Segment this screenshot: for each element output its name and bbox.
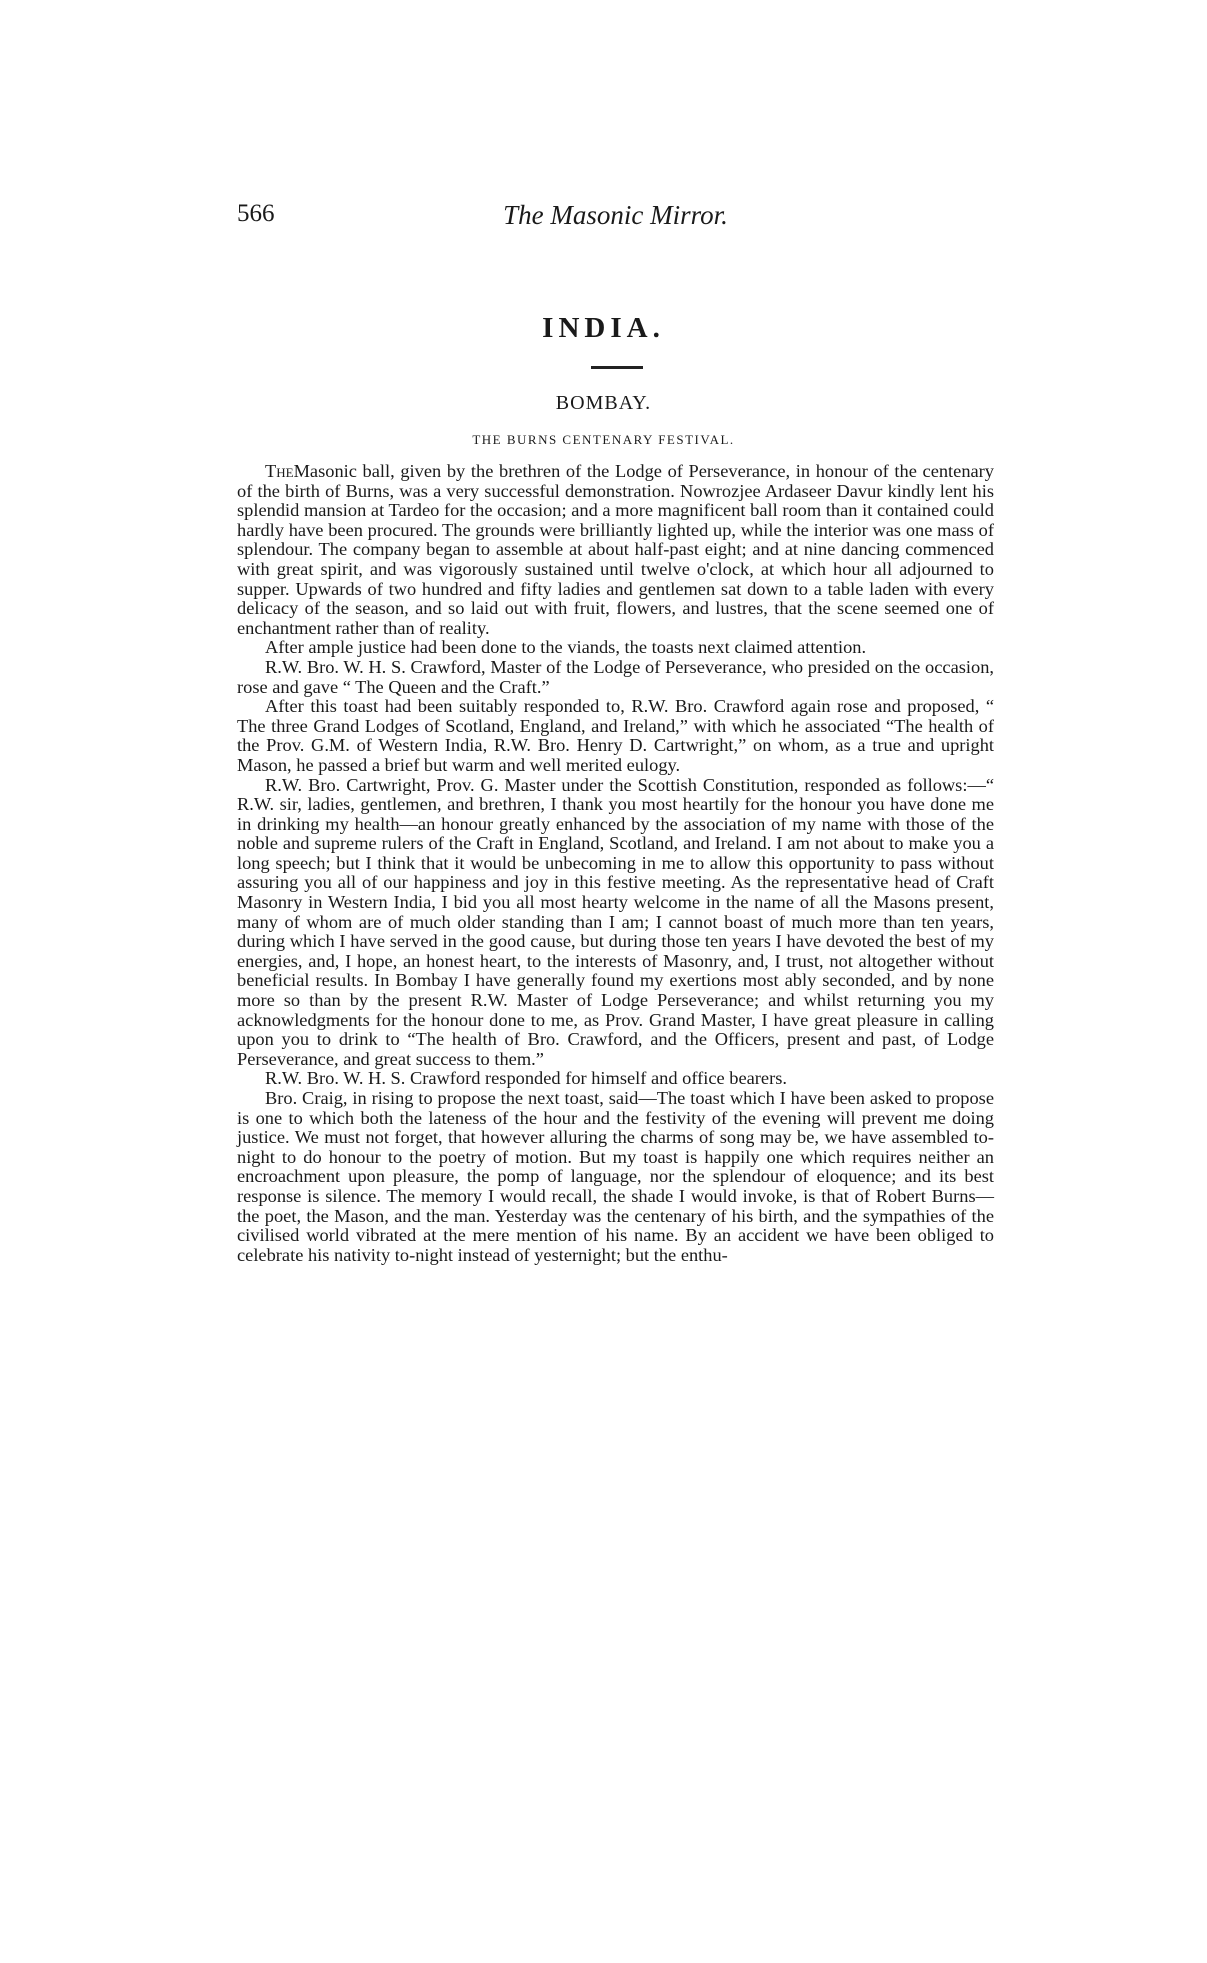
running-head [237, 200, 994, 240]
title-rule [591, 366, 643, 369]
paragraph-lead: The [265, 461, 294, 481]
paragraph [237, 638, 994, 658]
paragraph [237, 658, 994, 697]
article-title: THE BURNS CENTENARY FESTIVAL. [472, 432, 735, 447]
section-title: INDIA. [542, 312, 665, 344]
paragraph [237, 697, 994, 775]
paragraph-text: R.W. Bro. W. H. S. Crawford responded for himself and office bearers. [265, 1068, 787, 1089]
paragraph [237, 1069, 994, 1089]
page-number: 566 [237, 200, 275, 227]
paragraph [237, 462, 994, 638]
subsection-title: BOMBAY. [555, 392, 652, 414]
journal-title: The Masonic Mirror. [503, 200, 728, 230]
article-body [237, 462, 994, 1265]
paragraph-text: R.W. Bro. W. H. S. Crawford, Master of the Lodge of Perseverance, who presided on the occasion, rose and gave “ The Queen and the Craft.” [237, 656, 994, 697]
paragraph [237, 1089, 994, 1265]
paragraph-text: After this toast had been suitably responded to, R.W. Bro. Crawford again rose and proposed, “ The three Grand Lodges of Scotland, England, and Ireland,” with which he associated “The health of the Prov. G.M. of Western India, R.W. Bro. Henry D. Cartwright,” on whom, as a true and upright Mason, he passed a brief but warm and well merited eulogy. [237, 696, 994, 775]
paragraph-text: After ample justice had been done to the viands, the toasts next claimed attention. [265, 637, 867, 658]
paragraph-text: R.W. Bro. Cartwright, Prov. G. Master under the Scottish Constitution, responded as follows:—“ R.W. sir, ladies, gentlemen, and brethren, I thank you most heartily for the honour you have done me in drinking my health—an honour greatly enhanced by the association of my name with those of the noble and supreme rulers of the Craft in England, Scotland, and Ireland. I am not about to make you a long speech; but I think that it would be unbecoming in me to allow this opportunity to pass without assuring you all of our happiness and joy in this festive meeting. As the representative head of Craft Masonry in Western India, I bid you all most hearty welcome in the name of all the Masons present, many of whom are of much older standing than I am; I cannot boast of much more than ten years, during which I have served in the good cause, but during those ten years I have devoted the best of my energies, and, I hope, an honest heart, to the interests of Masonry, and, I trust, not altogether without beneficial results. In Bombay I have generally found my exertions most ably seconded, and by none more so than by the present R.W. Master of Lodge Perseverance; and whilst returning you my acknowledgments for the honour done to me, as Prov. Grand Master, I have great pleasure in calling upon you to drink to “The health of Bro. Crawford, and the Officers, present and past, of Lodge Perseverance, and great success to them.” [237, 774, 994, 1069]
paragraph-text: Masonic ball, given by the brethren of the Lodge of Perseverance, in honour of the centenary of the birth of Burns, was a very successful demonstration. Nowrozjee Ardaseer Davur kindly lent his splendid mansion at Tardeo for the occasion; and a more magnificent ball room than it contained could hardly have been procured. The grounds were brilliantly lighted up, while the interior was one mass of splendour. The company began to assemble at about half-past eight; and at nine dancing commenced with great spirit, and was vigorously sustained until twelve o'clock, at which hour all adjourned to supper. Upwards of two hundred and fifty ladies and gentlemen sat down to a table laden with every delicacy of the season, and so laid out with fruit, flowers, and lustres, that the scene seemed one of enchantment rather than of reality. [237, 461, 994, 638]
paragraph [237, 776, 994, 1070]
paragraph-text: Bro. Craig, in rising to propose the next toast, said—The toast which I have been asked to propose is one to which both the lateness of the hour and the festivity of the evening will prevent me doing justice. We must not forget, that however alluring the charms of song may be, we have assembled to-night to do honour to the poetry of motion. But my toast is happily one which requires neither an encroachment upon pleasure, the pomp of language, nor the splendour of eloquence; and its best response is silence. The memory I would recall, the shade I would invoke, is that of Robert Burns—the poet, the Mason, and the man. Yesterday was the centenary of his birth, and the sympathies of the civilised world vibrated at the mere mention of his name. By an accident we have been obliged to celebrate his nativity to-night instead of yesternight; but the enthu- [237, 1088, 994, 1265]
